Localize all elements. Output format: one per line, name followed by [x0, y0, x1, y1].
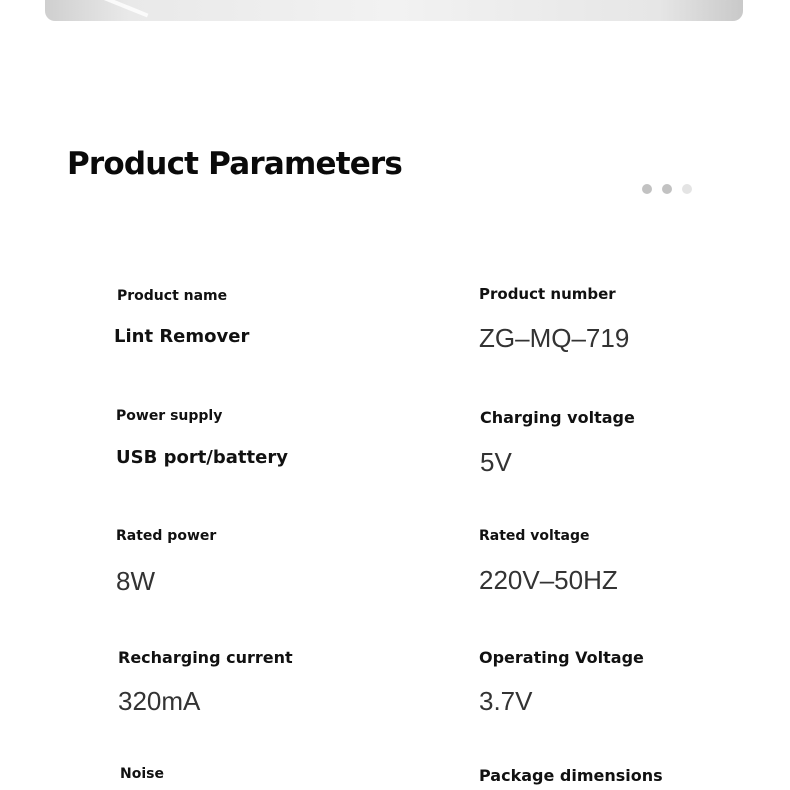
param-label-rated-voltage: Rated voltage — [479, 528, 590, 544]
param-label-package-dimensions: Package dimensions — [479, 766, 663, 785]
carousel-dot[interactable] — [642, 184, 652, 194]
param-value-charging-voltage: 5V — [480, 447, 512, 477]
param-label-power-supply: Power supply — [116, 408, 223, 424]
highlight-stripe — [64, 0, 149, 17]
param-label-rated-power: Rated power — [116, 528, 217, 544]
param-value-power-supply: USB port/battery — [116, 447, 288, 468]
param-label-operating-voltage: Operating Voltage — [479, 648, 644, 667]
carousel-dot[interactable] — [682, 184, 692, 194]
param-value-rated-voltage: 220V–50HZ — [479, 565, 618, 595]
param-value-rated-power: 8W — [116, 566, 155, 596]
param-label-charging-voltage: Charging voltage — [480, 408, 635, 427]
product-image-card — [45, 0, 743, 21]
param-label-product-name: Product name — [117, 288, 228, 304]
param-label-recharging-current: Recharging current — [118, 648, 293, 667]
param-label-product-number: Product number — [479, 285, 616, 303]
param-value-product-number: ZG–MQ–719 — [479, 323, 630, 353]
param-label-noise: Noise — [120, 766, 164, 782]
param-value-product-name: Lint Remover — [114, 326, 250, 347]
section-title: Product Parameters — [67, 146, 403, 182]
carousel-dot[interactable] — [662, 184, 672, 194]
param-value-operating-voltage: 3.7V — [479, 686, 533, 716]
param-value-recharging-current: 320mA — [118, 686, 201, 716]
